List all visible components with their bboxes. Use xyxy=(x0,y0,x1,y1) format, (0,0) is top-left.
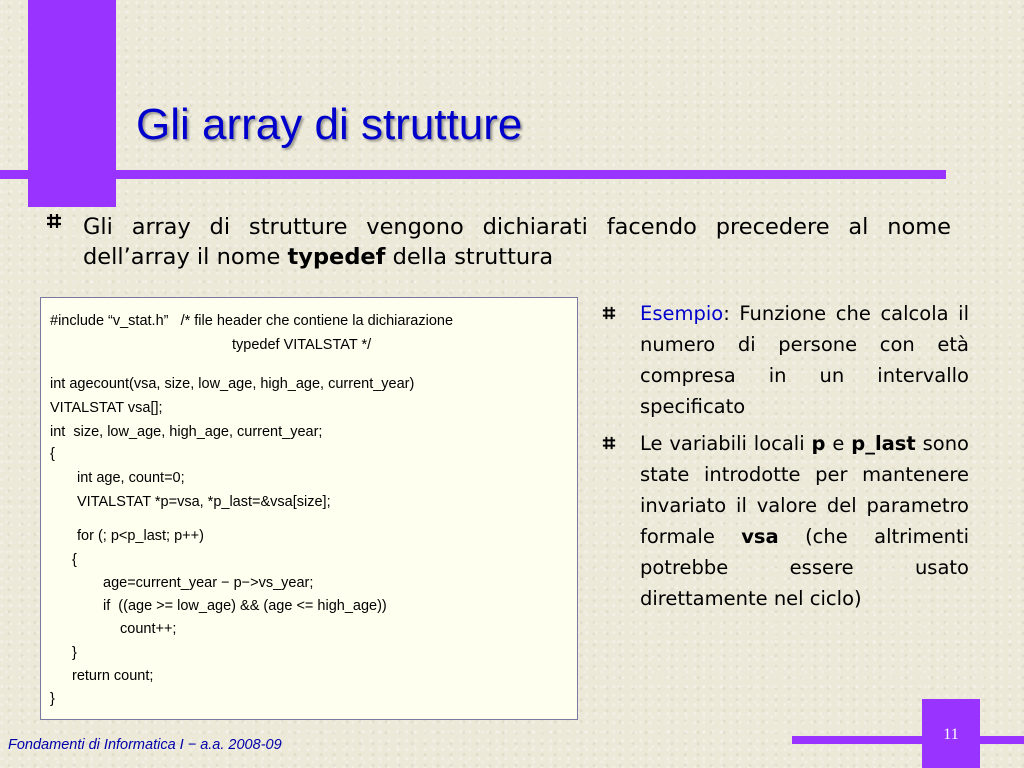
code-line: typedef VITALSTAT */ xyxy=(232,337,372,353)
example-bullet xyxy=(602,298,969,422)
code-line: for (; p<p_last; p++) xyxy=(77,528,204,544)
bullet1-keyword: typedef xyxy=(287,244,386,270)
square-hash-bullet-icon xyxy=(602,306,616,320)
variable-p: p xyxy=(811,432,826,455)
variables-text: sono state introdotte per mantenere invariato il valore del parametro formale xyxy=(640,432,969,548)
code-line: } xyxy=(50,691,55,707)
variables-bullet xyxy=(602,428,969,614)
right-column xyxy=(602,298,969,620)
code-line: return count; xyxy=(72,668,154,684)
code-line: { xyxy=(50,446,55,462)
code-line: int size, low_age, high_age, current_year; xyxy=(50,424,323,440)
code-line: if ((age >= low_age) && (age <= high_age)) xyxy=(103,598,387,614)
code-line: } xyxy=(72,645,77,661)
square-hash-bullet-icon xyxy=(46,213,62,229)
accent-horizontal-bar xyxy=(0,170,946,179)
main-bullet-text xyxy=(83,212,951,272)
slide-title: Gli array di strutture xyxy=(136,100,523,149)
square-hash-bullet-icon xyxy=(602,436,616,450)
code-line: age=current_year − p−>vs_year; xyxy=(103,575,314,591)
variable-vsa: vsa xyxy=(741,525,779,548)
code-box xyxy=(40,297,578,720)
main-bullet xyxy=(46,212,951,272)
slide-footer: Fondamenti di Informatica I − a.a. 2008-09 xyxy=(8,737,282,753)
bullet1-text-end: della struttura xyxy=(385,244,554,270)
page-number: 11 xyxy=(922,699,980,768)
variables-text: (che altrimenti potrebbe essere usato direttamente nel ciclo) xyxy=(640,525,970,610)
example-text: : Funzione che calcola il numero di persone con età compresa in un intervallo specificato xyxy=(640,302,969,418)
code-line: int age, count=0; xyxy=(77,470,185,486)
code-line: int agecount(vsa, size, low_age, high_age, current_year) xyxy=(50,376,415,392)
variables-text: Le variabili locali xyxy=(640,432,812,455)
code-line: #include “v_stat.h” /* file header che contiene la dichiarazione xyxy=(50,313,454,329)
code-line: VITALSTAT *p=vsa, *p_last=&vsa[size]; xyxy=(77,494,331,510)
variables-text: e xyxy=(825,432,852,455)
bullet1-text: Gli array di strutture vengono dichiarati facendo precedere al nome dell’array il nome xyxy=(83,214,951,270)
code-line: { xyxy=(72,552,77,568)
footer-accent-bar xyxy=(792,736,1024,744)
code-line: VITALSTAT vsa[]; xyxy=(50,400,163,416)
example-label: Esempio xyxy=(640,302,724,325)
variable-p-last: p_last xyxy=(851,432,916,455)
code-line: count++; xyxy=(120,621,177,637)
